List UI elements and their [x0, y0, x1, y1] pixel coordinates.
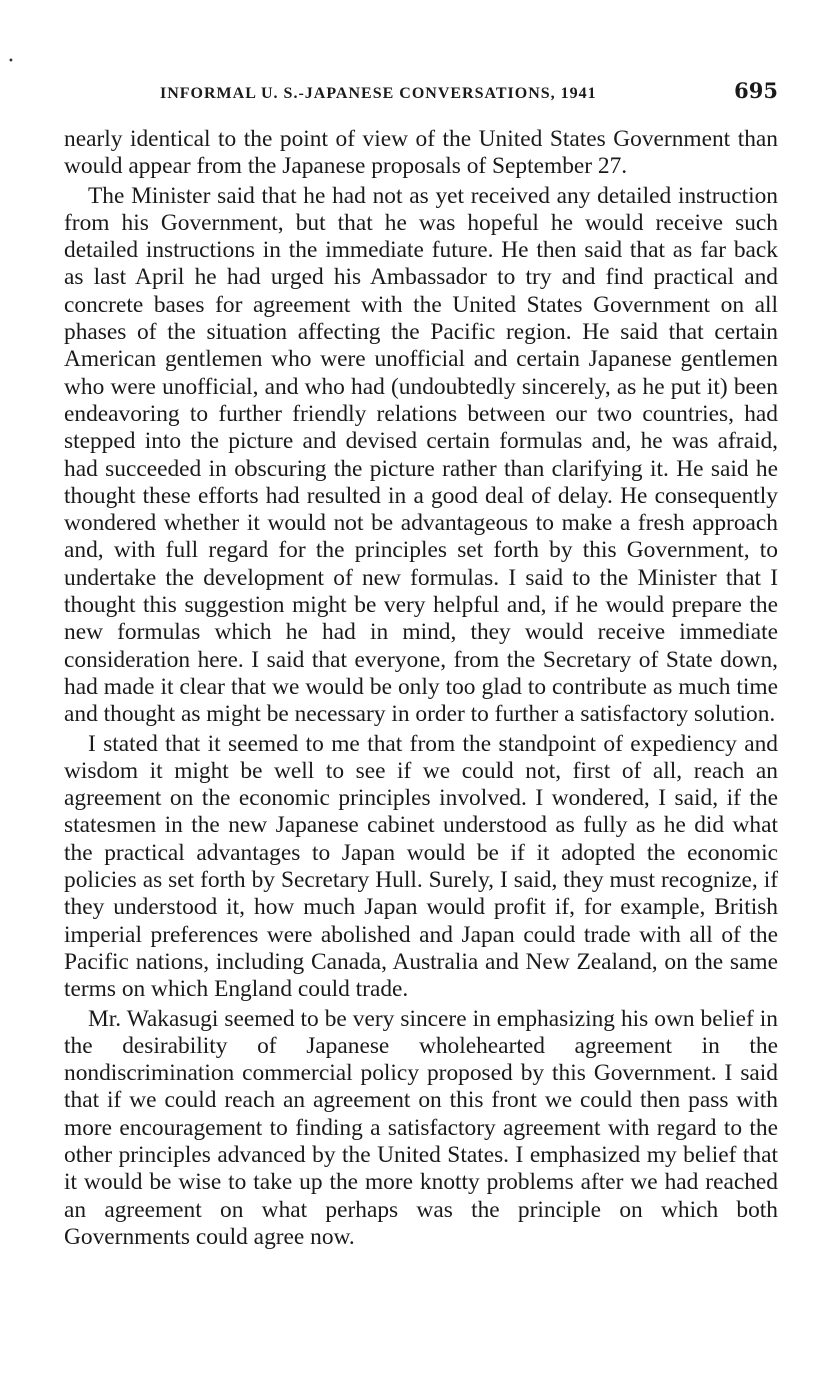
- page-header: [64, 78, 778, 126]
- document-page: [64, 78, 778, 1251]
- paragraph-economic-principles: I stated that it seemed to me that from the standpoint of expediency and wisdom it might be well to see if we could not, first of all, reach an agreement on the economic principles involved. I wondered, I said, if the statesmen in the new Japanese cabinet understood as fully as he did what the practical advantages to Japan would be if it adopted the economic policies as set forth by Secretary Hull. Surely, I said, they must recognize, if they understood it, how much Japan would profit if, for example, British imperial preferences were abolished and Japan could trade with all of the Pacific nations, including Canada, Australia and New Zealand, on the same terms on which England could trade.: [64, 730, 778, 1003]
- page-number: 695: [734, 78, 778, 103]
- paragraph-continuation: nearly identical to the point of view of the United States Government than would appear from the Japanese proposals of September 27.: [64, 126, 778, 180]
- paragraph-wakasugi: Mr. Wakasugi seemed to be very sincere in emphasizing his own belief in the desirability of Japanese wholehearted agreement in the nondiscrimination commercial policy proposed by this Government. I said that if we could reach an agreement on this front we could then pass with more encouragement to finding a satisfactory agreement with regard to the other principles advanced by the United States. I emphasized my belief that it would be wise to take up the more knotty problems after we had reached an agreement on what perhaps was the principle on which both Governments could agree now.: [64, 1005, 778, 1250]
- running-head: INFORMAL U. S.-JAPANESE CONVERSATIONS, 1941: [160, 85, 597, 102]
- paragraph-minister: The Minister said that he had not as yet received any detailed instruction from his Government, but that he was hopeful he would receive such detailed instructions in the immediate future. He then said that as far back as last April he had urged his Ambassador to try and find practical and concrete bases for agreement with the United States Government on all phases of the situation affecting the Pacific region. He said that certain American gentlemen who were unofficial and certain Japanese gentlemen who were unofficial, and who had (undoubtedly sincerely, as he put it) been endeavoring to further friendly relations between our two countries, had stepped into the picture and devised certain formulas and, he was afraid, had succeeded in obscuring the picture rather than clarifying it. He said he thought these efforts had resulted in a good deal of delay. He consequently wondered whether it would not be advantageous to make a fresh approach and, with full regard for the principles set forth by this Government, to undertake the development of new formulas. I said to the Minister that I thought this suggestion might be very helpful and, if he would prepare the new formulas which he had in mind, they would receive immediate consideration here. I said that everyone, from the Secretary of State down, had made it clear that we would be only too glad to contribute as much time and thought as might be necessary in order to further a satisfactory solution.: [64, 182, 778, 728]
- body-text: [64, 126, 778, 1251]
- stray-ink-mark: •: [8, 56, 14, 67]
